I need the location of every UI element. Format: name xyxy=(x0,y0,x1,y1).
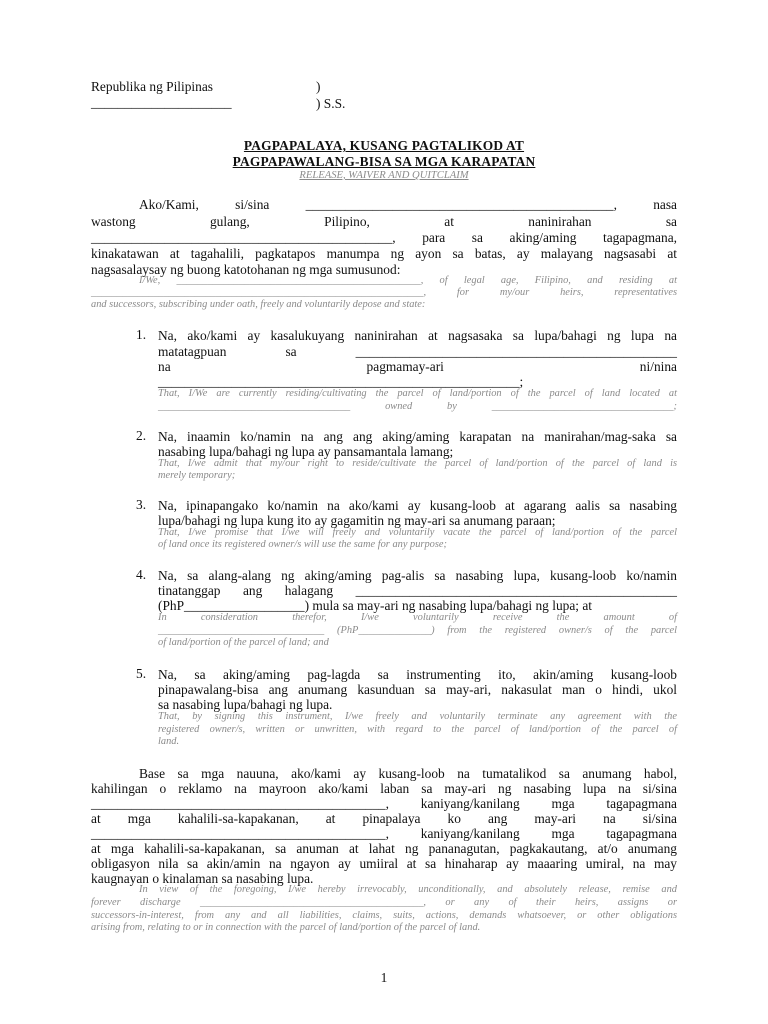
item-5-en-3: land. xyxy=(158,736,180,747)
intro-en-1: I/We, _______________________________________________, of legal age, Filipino, and residing at xyxy=(139,275,677,286)
item-1-line-4: ______________________________________________________; xyxy=(158,374,524,389)
item-3-number: 3. xyxy=(136,497,147,512)
item-4-en-3: of land/portion of the parcel of land; and xyxy=(158,637,329,648)
page-number: 1 xyxy=(380,970,388,985)
intro-line-3: _____________________________________________, para sa aking/aming tagapagmana, xyxy=(91,230,677,245)
ss-label: ) S.S. xyxy=(316,96,346,111)
intro-en-3: and successors, subscribing under oath, freely and voluntarily depose and state: xyxy=(91,299,426,310)
country-label: Republika ng Pilipinas xyxy=(91,79,213,94)
item-5-en-2: registered owner/s, written or unwritten, with regard to the parcel of land/portion of the parcel of xyxy=(158,724,677,735)
title-line-2: PAGPAPAWALANG-BISA SA MGA KARAPATAN xyxy=(232,154,536,169)
item-5-line-2: pinapawalang-bisa ang anumang kasunduan sa may-ari, nakasulat man o hindi, ukol xyxy=(158,682,677,697)
item-4-line-1: Na, sa alang-alang ng aking/aming pag-alis sa nasabing lupa, kusang-loob ko/namin xyxy=(158,568,677,583)
item-3-en-2: of land once its registered owner/s will use the same for any purpose; xyxy=(158,539,447,550)
item-1-number: 1. xyxy=(136,327,147,342)
item-4-line-2: tinatanggap ang halagang ________________________________________________ xyxy=(158,583,677,598)
closing-line-2: kahilingan o reklamo na mayroon ako/kami laban sa may-ari ng nasabing lupa na si/sina xyxy=(91,781,677,796)
closing-line-8: kaugnayan o kinalaman sa nasabing lupa. xyxy=(91,871,314,886)
item-1-en-1: That, I/We are currently residing/cultivating the parcel of land/portion of the parcel of land located at xyxy=(158,388,677,399)
intro-en-2: ________________________________________________________________, for my/our heirs, representatives xyxy=(91,287,677,298)
item-2-line-2: nasabing lupa/bahagi ng lupa ay pansamantala lamang; xyxy=(158,444,454,459)
closing-en-3: successors-in-interest, from any and all liabilities, claims, suits, actions, demands whatsoever, or other obligations xyxy=(91,910,677,921)
intro-line-4: kinakatawan at tagahalili, pagkatapos manumpa ng ayon sa batas, ay malayang nagsasabi at xyxy=(91,246,677,261)
item-4-line-3: (PhP__________________) mula sa may-ari ng nasabing lupa/bahagi ng lupa; at xyxy=(158,598,593,613)
closing-line-1: Base sa mga nauuna, ako/kami ay kusang-loob na tumatalikod sa anumang habol, xyxy=(139,766,677,781)
item-2-en-2: merely temporary; xyxy=(158,470,236,481)
closing-line-6: at mga kahalili-sa-kapakanan, sa anuman at lahat ng pananagutan, pagkakautang, at/o anumang xyxy=(91,841,677,856)
item-2-en-1: That, I/we admit that my/our right to reside/cultivate the parcel of land/portion of the parcel of land is xyxy=(158,458,677,469)
item-1-line-1: Na, ako/kami ay kasalukuyang naninirahan at nagsasaka sa lupa/bahagi ng lupa na xyxy=(158,328,677,343)
venue-blank: _____________________ xyxy=(91,95,232,110)
intro-line-5: nagsasalaysay ng buong katotohanan ng mga sumusunod: xyxy=(91,262,401,277)
item-4-en-1: In consideration therefor, I/we voluntarily receive the amount of xyxy=(158,612,677,623)
item-5-en-1: That, by signing this instrument, I/we freely and voluntarily terminate any agreement with the xyxy=(158,711,677,722)
closing-line-7: obligasyon nila sa akin/amin na ngayon ay umiiral at sa hinaharap ay maaaring umiral, na may xyxy=(91,856,677,871)
item-1-line-2: matatagpuan sa ________________________________________________ xyxy=(158,344,677,359)
paren-mark: ) xyxy=(316,79,321,94)
intro-line-1: Ako/Kami, si/sina ______________________________________________, nasa xyxy=(139,197,677,212)
item-3-en-1: That, I/we promise that I/we will freely and voluntarily vacate the parcel of land/portion of the parcel xyxy=(158,527,677,538)
title-line-1: PAGPAPALAYA, KUSANG PAGTALIKOD AT xyxy=(243,138,525,153)
item-4-number: 4. xyxy=(136,567,147,582)
item-2-number: 2. xyxy=(136,428,147,443)
item-3-line-1: Na, ipinapangako ko/namin na ako/kami ay kusang-loob at agarang aalis sa nasabing xyxy=(158,498,677,513)
item-3-line-2: lupa/bahagi ng lupa kung ito ay gagamitin ng may-ari sa anumang paraan; xyxy=(158,513,556,528)
item-2-line-1: Na, inaamin ko/namin na ang ang aking/aming karapatan na manirahan/mag-saka sa xyxy=(158,429,677,444)
item-4-en-2: ________________________________ (PhP______________) from the registered owner/s of the parcel xyxy=(158,625,677,636)
intro-line-2: wastong gulang, Pilipino, at naninirahan sa xyxy=(91,214,677,229)
item-5-line-3: sa nasabing lupa/bahagi ng lupa. xyxy=(158,697,333,712)
closing-line-4: at mga kahalili-sa-kapakanan, at pinapalaya ko ang may-ari na si/sina xyxy=(91,811,677,826)
item-5-number: 5. xyxy=(136,666,147,681)
closing-line-5: ____________________________________________, kaniyang/kanilang mga tagapagmana xyxy=(91,826,677,841)
item-1-en-2: _____________________________________ owned by ___________________________________; xyxy=(158,401,677,412)
closing-en-2: forever discharge ___________________________________________, or any of their heirs, assigns or xyxy=(91,897,677,908)
closing-en-4: arising from, relating to or in connection with the parcel of land/portion of the parcel of land. xyxy=(91,922,481,933)
item-1-line-3: na pagmamay-ari ni/nina xyxy=(158,359,677,374)
closing-line-3: ____________________________________________, kaniyang/kanilang mga tagapagmana xyxy=(91,796,677,811)
title-english: RELEASE, WAIVER AND QUITCLAIM xyxy=(299,170,469,181)
closing-en-1: In view of the foregoing, I/we hereby irrevocably, unconditionally, and absolutely release, remise and xyxy=(139,884,677,895)
item-5-line-1: Na, sa aking/aming pag-lagda sa instrumenting ito, akin/aming kusang-loob xyxy=(158,667,677,682)
